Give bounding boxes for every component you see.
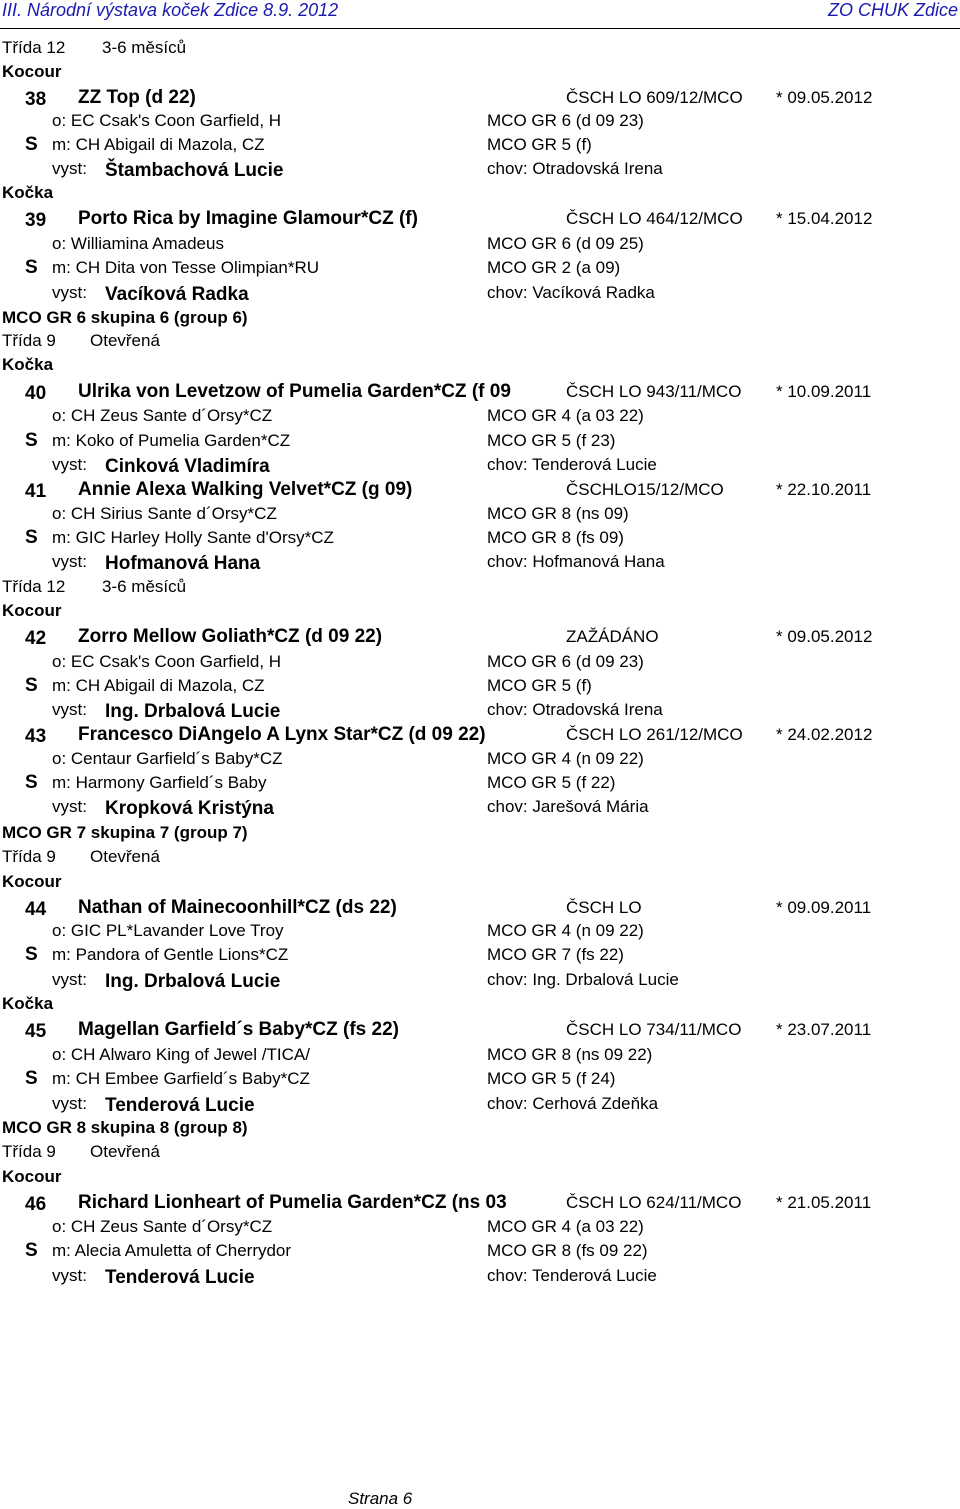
catalog-line: ČSCH LO 624/11/MCO [566,1193,742,1212]
catalog-line: * 22.10.2011 [776,480,872,499]
catalog-line: Ing. Drbalová Lucie [105,971,281,992]
catalog-line: S [25,134,38,155]
catalog-line: 46 [25,1194,47,1215]
catalog-line: m: CH Embee Garfield´s Baby*CZ [52,1069,310,1088]
catalog-line: MCO GR 5 (f) [487,135,592,154]
catalog-line: m: CH Dita von Tesse Olimpian*RU [52,258,320,277]
catalog-line: MCO GR 8 (fs 09 22) [487,1241,648,1260]
catalog-line: Otevřená [90,331,160,350]
catalog-line: chov: Tenderová Lucie [487,1266,657,1285]
catalog-line: 38 [25,89,47,110]
catalog-line: Třída 9 [2,331,56,350]
catalog-line: S [25,430,38,451]
catalog-line: MCO GR 4 (a 03 22) [487,406,644,425]
catalog-line: * 21.05.2011 [776,1193,872,1212]
catalog-line: chov: Otradovská Irena [487,700,663,719]
catalog-line: 43 [25,726,47,747]
catalog-line: m: Pandora of Gentle Lions*CZ [52,945,289,964]
catalog-line: o: GIC PL*Lavander Love Troy [52,921,284,940]
catalog-line: chov: Hofmanová Hana [487,552,665,571]
catalog-line: Porto Rica by Imagine Glamour*CZ (f) [78,208,418,229]
catalog-line: Otevřená [90,847,160,866]
catalog-line: MCO GR 6 skupina 6 (group 6) [2,308,248,327]
catalog-line: S [25,944,38,965]
catalog-line: Zorro Mellow Goliath*CZ (d 09 22) [78,626,383,647]
catalog-line: S [25,1068,38,1089]
catalog-line: m: CH Abigail di Mazola, CZ [52,135,265,154]
catalog-line: S [25,527,38,548]
catalog-line: MCO GR 6 (d 09 23) [487,652,644,671]
catalog-line: Nathan of Mainecoonhill*CZ (ds 22) [78,897,397,918]
catalog-line: Kocour [2,601,62,620]
catalog-line: 44 [25,899,47,920]
catalog-line: MCO GR 4 (n 09 22) [487,921,644,940]
catalog-line: * 09.09.2011 [776,898,872,917]
catalog-line: MCO GR 5 (f) [487,676,592,695]
catalog-line: Kočka [2,355,54,374]
catalog-line: Kocour [2,62,62,81]
catalog-line: S [25,772,38,793]
catalog-line: Tenderová Lucie [105,1095,255,1116]
catalog-line: MCO GR 4 (a 03 22) [487,1217,644,1236]
catalog-line: ČSCH LO 943/11/MCO [566,382,742,401]
catalog-line: Kocour [2,1167,62,1186]
catalog-line: MCO GR 6 (d 09 23) [487,111,644,130]
catalog-line: o: EC Csak's Coon Garfield, H [52,652,282,671]
catalog-line: MCO GR 7 (fs 22) [487,945,624,964]
header-title: III. Národní výstava koček Zdice 8.9. 2012 [2,0,339,20]
catalog-line: MCO GR 8 (ns 09 22) [487,1045,653,1064]
catalog-line: o: Williamina Amadeus [52,234,224,253]
header-organizer: ZO CHUK Zdice [827,0,958,20]
catalog-line: vyst: [52,159,87,178]
catalog-line: o: EC Csak's Coon Garfield, H [52,111,282,130]
catalog-line: * 24.02.2012 [776,725,873,744]
catalog-line: S [25,675,38,696]
page-header [0,0,960,30]
catalog-line: vyst: [52,455,87,474]
catalog-line: Ulrika von Levetzow of Pumelia Garden*CZ (f 09 [78,381,511,402]
catalog-line: m: Alecia Amuletta of Cherrydor [52,1241,292,1260]
catalog-line: ZAŽÁDÁNO [566,627,659,646]
catalog-line: Třída 12 [2,38,66,57]
catalog-line: MCO GR 8 (fs 09) [487,528,624,547]
catalog-line: vyst: [52,552,87,571]
catalog-line: vyst: [52,1266,87,1285]
catalog-line: m: CH Abigail di Mazola, CZ [52,676,265,695]
catalog-line: S [25,1240,38,1261]
catalog-line: MCO GR 4 (n 09 22) [487,749,644,768]
catalog-line: MCO GR 5 (f 23) [487,431,616,450]
catalog-line: Ing. Drbalová Lucie [105,701,281,722]
catalog-line: ČSCH LO 609/12/MCO [566,88,743,107]
catalog-line: Kocour [2,872,62,891]
catalog-line: 3-6 měsíců [102,38,187,57]
catalog-line: ČSCH LO 734/11/MCO [566,1020,742,1039]
catalog-line: m: Harmony Garfield´s Baby [52,773,267,792]
catalog-line: chov: Tenderová Lucie [487,455,657,474]
catalog-line: Kočka [2,994,54,1013]
catalog-line: * 09.05.2012 [776,88,873,107]
catalog-line: chov: Otradovská Irena [487,159,663,178]
catalog-line: MCO GR 8 (ns 09) [487,504,629,523]
catalog-line: Třída 9 [2,847,56,866]
catalog-line: chov: Vacíková Radka [487,283,655,302]
catalog-line: o: CH Zeus Sante d´Orsy*CZ [52,406,273,425]
catalog-line: Třída 12 [2,577,66,596]
catalog-line: vyst: [52,1094,87,1113]
catalog-line: chov: Ing. Drbalová Lucie [487,970,679,989]
catalog-line: Richard Lionheart of Pumelia Garden*CZ (ns 03 [78,1192,507,1213]
page-number: Strana 6 [348,1489,413,1508]
catalog-line: Magellan Garfield´s Baby*CZ (fs 22) [78,1019,399,1040]
catalog-line: Štambachová Lucie [105,160,284,181]
catalog-line: MCO GR 7 skupina 7 (group 7) [2,823,248,842]
catalog-line: vyst: [52,970,87,989]
catalog-line: Otevřená [90,1142,160,1161]
catalog-line: chov: Cerhová Zdeňka [487,1094,659,1113]
catalog-line: o: CH Zeus Sante d´Orsy*CZ [52,1217,273,1236]
catalog-line: vyst: [52,797,87,816]
catalog-line: * 15.04.2012 [776,209,873,228]
catalog-line: Tenderová Lucie [105,1267,255,1288]
catalog-line: Třída 9 [2,1142,56,1161]
catalog-line: Francesco DiAngelo A Lynx Star*CZ (d 09 22) [78,724,486,745]
catalog-line: Kočka [2,183,54,202]
catalog-line: * 23.07.2011 [776,1020,872,1039]
catalog-line: Hofmanová Hana [105,553,261,574]
catalog-line: vyst: [52,700,87,719]
catalog-line: MCO GR 2 (a 09) [487,258,621,277]
catalog-line: MCO GR 5 (f 24) [487,1069,616,1088]
catalog-line: Vacíková Radka [105,284,249,305]
catalog-line: 39 [25,210,47,231]
catalog-line: * 10.09.2011 [776,382,872,401]
catalog-line: 45 [25,1021,47,1042]
catalog-line: ČSCH LO 261/12/MCO [566,725,743,744]
catalog-line: 3-6 měsíců [102,577,187,596]
catalog-line: ČSCH LO [566,898,642,917]
catalog-line: 42 [25,628,47,649]
catalog-line: m: Koko of Pumelia Garden*CZ [52,431,291,450]
catalog-line: Cinková Vladimíra [105,456,270,477]
catalog-line: vyst: [52,283,87,302]
catalog-line: o: CH Alwaro King of Jewel /TICA/ [52,1045,310,1064]
catalog-line: m: GIC Harley Holly Sante d'Orsy*CZ [52,528,334,547]
catalog-line: ČSCHLO15/12/MCO [566,480,724,499]
catalog-line: MCO GR 8 skupina 8 (group 8) [2,1118,248,1137]
catalog-line: o: CH Sirius Sante d´Orsy*CZ [52,504,277,523]
catalog-line: 40 [25,383,47,404]
catalog-line: ZZ Top (d 22) [78,87,196,108]
catalog-line: Annie Alexa Walking Velvet*CZ (g 09) [78,479,413,500]
catalog-line: * 09.05.2012 [776,627,873,646]
catalog-line: chov: Jarešová Mária [487,797,649,816]
catalog-line: MCO GR 6 (d 09 25) [487,234,644,253]
catalog-line: 41 [25,481,47,502]
header-divider [0,28,960,29]
catalog-line: ČSCH LO 464/12/MCO [566,209,743,228]
catalog-line: o: Centaur Garfield´s Baby*CZ [52,749,283,768]
catalog-line: S [25,257,38,278]
catalog-line: Kropková Kristýna [105,798,274,819]
catalog-line: MCO GR 5 (f 22) [487,773,616,792]
